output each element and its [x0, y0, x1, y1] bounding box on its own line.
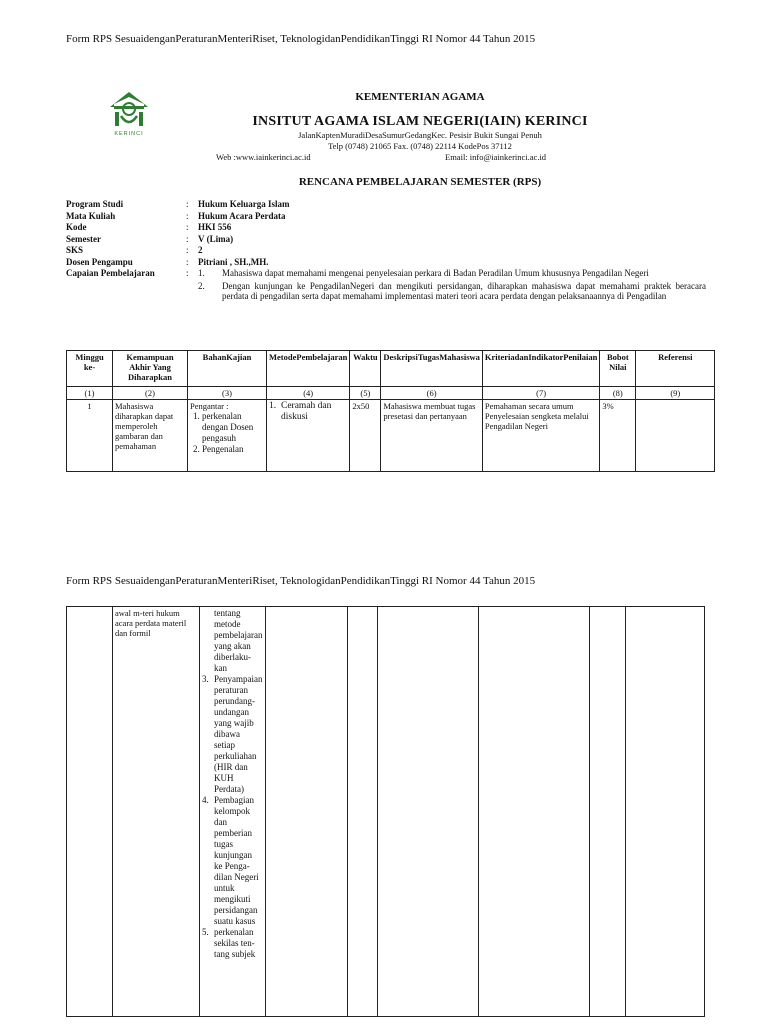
institution-name: INSITUT AGAMA ISLAM NEGERI(IAIN) KERINCI — [252, 114, 588, 129]
column-number: (1) — [67, 387, 113, 400]
capaian-row — [66, 268, 706, 304]
header-referensi: Referensi — [636, 351, 715, 387]
bahan-item: 2. Pengenalan — [202, 444, 264, 455]
bahan-text: Penyampaian peraturan perundang-undangan yang wajib dibawa setiap perkuliahan (HIR dan KUH Perdata) — [214, 674, 263, 794]
waktu-cell — [347, 607, 377, 1017]
bahan-item — [202, 927, 263, 960]
bahan-text: Pembagian kelompok dan pemberian tugas kunjungan ke Penga-dilan Negeri untuk mengikuti persidangan suatu kasus — [214, 795, 259, 926]
metode-num: 1. — [269, 401, 277, 411]
bahan-list — [190, 411, 264, 455]
bobot-cell: 3% — [600, 400, 636, 472]
semester-value: V (Lima) — [198, 233, 234, 244]
header-minggu: Minggu ke- — [67, 351, 113, 387]
header-bobot: Bobot Nilai — [600, 351, 636, 387]
header-metode: MetodePembelajaran — [267, 351, 350, 387]
bahan-cell — [200, 607, 266, 1017]
colon: : — [186, 245, 189, 255]
program-studi-label: Program Studi — [66, 199, 124, 209]
program-studi-row — [66, 199, 706, 211]
minggu-cell — [67, 607, 113, 1017]
dosen-label: Dosen Pengampu — [66, 256, 133, 267]
running-header: Form RPS SesuaidenganPeraturanMenteriRiset, TeknologidanPendidikanTinggi RI Nomor 44 Tahun 2015 — [66, 575, 536, 587]
referensi-cell — [636, 400, 715, 472]
document-title: RENCANA PEMBELAJARAN SEMESTER (RPS) — [298, 176, 542, 188]
table-row — [67, 607, 705, 1017]
sks-value: 2 — [198, 245, 203, 255]
colon: : — [186, 256, 189, 267]
mata-kuliah-value: Hukum Acara Perdata — [198, 210, 286, 221]
table-row — [67, 400, 715, 472]
column-number: (8) — [600, 387, 636, 400]
bahan-cell — [188, 400, 267, 472]
capaian-item — [198, 268, 706, 279]
column-number: (9) — [636, 387, 715, 400]
rps-table — [66, 350, 715, 472]
course-info — [66, 199, 706, 304]
bahan-text: perkenalan sekilas ten-tang subjek — [214, 927, 256, 959]
kriteria-cell: Pemahaman secara umum Penyelesaian sengketa melalui Pengadilan Negeri — [482, 400, 599, 472]
svg-text:KERINCI: KERINCI — [114, 131, 144, 137]
kriteria-cell — [478, 607, 589, 1017]
bahan-item — [202, 795, 263, 927]
column-number: (4) — [267, 387, 350, 400]
kemampuan-cell: Mahasiswa diharapkan dapat memperoleh gambaran dan pemahaman — [113, 400, 188, 472]
bahan-lead: tentang metode pembelajaran yang akan diberlaku-kan — [214, 608, 263, 673]
header-bahan: BahanKajian — [188, 351, 267, 387]
deskripsi-cell — [377, 607, 478, 1017]
mata-kuliah-row — [66, 211, 706, 223]
kode-value: HKI 556 — [198, 222, 232, 232]
column-number: (6) — [381, 387, 483, 400]
bahan-item — [202, 674, 263, 795]
institution-email: Email: info@iainkerinci.ac.id — [445, 152, 547, 162]
capaian-list — [198, 268, 706, 304]
column-number: (3) — [188, 387, 267, 400]
dosen-value: Pitriani , SH.,MH. — [198, 256, 269, 267]
header-kriteria: KriteriadanIndikatorPenilaian — [482, 351, 599, 387]
capaian-label: Capaian Pembelajaran — [66, 268, 155, 278]
table-header-row — [67, 351, 715, 387]
institution-phone: Telp (0748) 21065 Fax. (0748) 22114 KodePos 37112 — [328, 141, 512, 151]
bahan-item: 1. perkenalan dengan Dosen pengasuh — [202, 411, 264, 444]
metode-text: Ceramah dan diskusi — [281, 401, 332, 422]
running-header: Form RPS SesuaidenganPeraturanMenteriRiset, TeknologidanPendidikanTinggi RI Nomor 44 Tahun 2015 — [66, 33, 536, 45]
minggu-cell: 1 — [67, 400, 113, 472]
header-kemampuan: Kemampuan Akhir Yang Diharapkan — [113, 351, 188, 387]
semester-row — [66, 234, 706, 246]
colon: : — [186, 222, 189, 232]
program-studi-value: Hukum Keluarga Islam — [198, 199, 290, 209]
header-deskripsi: DeskripsiTugasMahasiswa — [381, 351, 483, 387]
kemampuan-cell: awal m-teri hukum acara perdata materil dan formil — [113, 607, 200, 1017]
capaian-num: 2. — [198, 280, 205, 291]
column-number: (5) — [350, 387, 381, 400]
sks-label: SKS — [66, 245, 84, 255]
deskripsi-cell: Mahasiswa membuat tugas presetasi dan pertanyaan — [381, 400, 483, 472]
capaian-text: Mahasiswa dapat memahami mengenai penyelesaian perkara di Badan Peradilan Umum khususnya Pengadilan Negeri — [222, 268, 649, 278]
institution-web: Web :www.iainkerinci.ac.id — [216, 152, 311, 162]
colon: : — [186, 233, 189, 244]
metode-cell — [267, 400, 350, 472]
referensi-cell — [625, 607, 704, 1017]
rps-table-continued — [66, 606, 705, 1017]
dosen-row — [66, 257, 706, 269]
kode-row — [66, 222, 706, 234]
capaian-num: 1. — [198, 268, 205, 278]
ministry-name: KEMENTERIAN AGAMA — [355, 91, 485, 103]
colon: : — [186, 268, 189, 278]
institution-address: JalanKaptenMuradiDesaSumurGedangKec. Pesisir Bukit Sungai Penuh — [298, 130, 542, 140]
waktu-cell: 2x50 — [350, 400, 381, 472]
sks-row — [66, 245, 706, 257]
header-waktu: Waktu — [350, 351, 381, 387]
colon: : — [186, 210, 189, 221]
bahan-num: 4. — [202, 795, 209, 805]
capaian-text: Dengan kunjungan ke PengadilanNegeri dan mengikuti persidangan, diharapkan mahasiswa dapat memahami praktek beracara perdata di pengadilan serta dapat memahami implementasi materi teori acara perdata dengan pelaksanaannya di Pengadilan — [222, 280, 706, 301]
column-number-row — [67, 387, 715, 400]
mata-kuliah-label: Mata Kuliah — [66, 210, 116, 221]
kode-label: Kode — [66, 222, 87, 232]
metode-cell — [265, 607, 347, 1017]
bahan-intro: Pengantar : — [190, 401, 229, 411]
bahan-num: 5. — [202, 927, 209, 937]
semester-label: Semester — [66, 233, 101, 244]
column-number: (2) — [113, 387, 188, 400]
column-number: (7) — [482, 387, 599, 400]
colon: : — [186, 199, 189, 209]
capaian-item — [198, 281, 706, 302]
bahan-num: 3. — [202, 674, 209, 684]
bobot-cell — [589, 607, 625, 1017]
